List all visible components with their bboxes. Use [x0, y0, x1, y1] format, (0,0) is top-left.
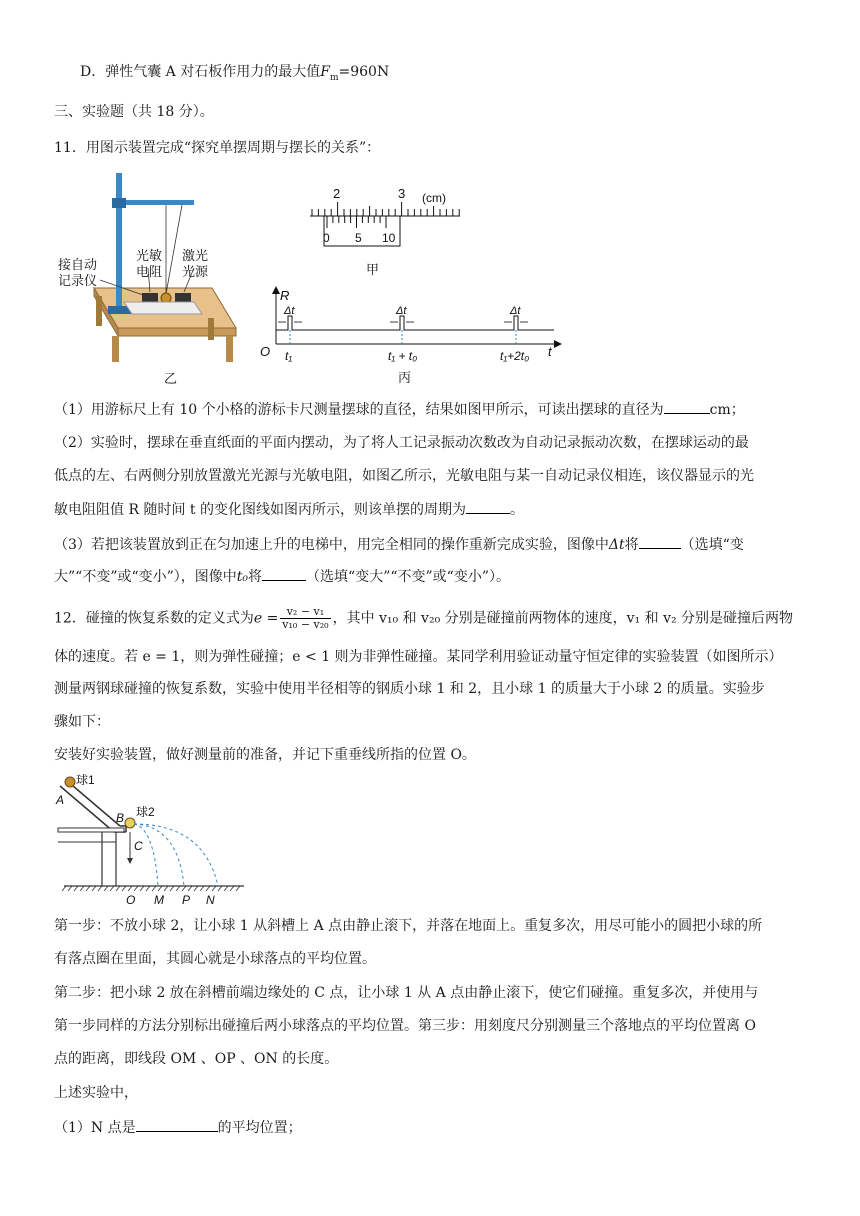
- label-o: O: [126, 893, 136, 907]
- q12-part1: （1）N 点是 的平均位置；: [54, 1117, 302, 1138]
- vernier-10: 10: [382, 231, 396, 245]
- axis-r-label: R: [280, 288, 290, 303]
- ground-hatch: [80, 886, 84, 891]
- answer-blank[interactable]: [136, 1117, 218, 1132]
- table-leg: [96, 296, 102, 326]
- ball-1: [65, 777, 75, 787]
- figure-label-bing: 丙: [398, 370, 412, 385]
- ground-hatch: [236, 886, 240, 891]
- figure-label-jia: 甲: [366, 262, 380, 277]
- tick-t1: t₁: [285, 349, 293, 363]
- rt-graph-figure: [258, 286, 568, 388]
- caliper-main-2: 2: [333, 186, 341, 201]
- dt-label-2: Δt: [396, 305, 407, 317]
- table-leg: [112, 336, 119, 362]
- ground-hatch: [68, 886, 72, 891]
- q11-part2-line1: （2）实验时，摆球在垂直纸面的平面内摆动，为了将人工记录振动次数改为自动记录振动次数，在摆球运动的最: [54, 435, 749, 451]
- stand-arm: [116, 200, 194, 205]
- ground-hatch: [224, 886, 228, 891]
- answer-blank[interactable]: [664, 399, 710, 414]
- caliper-figure: [300, 180, 470, 280]
- tick-t1-2t0: t₁+2t₀: [500, 349, 530, 363]
- vernier-ticks: [327, 216, 386, 228]
- ground-hatch: [110, 886, 114, 891]
- ground-hatch: [230, 886, 234, 891]
- answer-blank[interactable]: [466, 499, 510, 514]
- ground-hatch: [62, 886, 66, 891]
- ground-hatch: [206, 886, 210, 891]
- ground-hatch: [128, 886, 132, 891]
- q11-part3-line1: （3）若把该装置放到正在匀加速上升的电梯中，用完全相同的操作重新完成实验，图像中Δt将 （选填“变: [54, 534, 744, 555]
- label-ball1: 球1: [76, 773, 95, 787]
- restitution-fraction: $\frac{\text{v₂ − v₁}}{\text{v₁₀ − v₂₀}}$: [282, 605, 329, 631]
- resistance-curve: [276, 316, 554, 330]
- dt-label-3: Δt: [510, 305, 521, 317]
- q11-part3-line2: 大”“不变”或“变小”），图像中t₀将 （选填“变大”“不变”或“变小”）。: [54, 566, 510, 587]
- ball-2: [125, 818, 135, 828]
- label-photoresistor-2: 电阻: [136, 264, 163, 279]
- label-m: M: [154, 893, 164, 907]
- step1-line1: 第一步：不放小球 2，让小球 1 从斜槽上 A 点由静止滚下，并落在地面上。重复多次，用尽可能小的圆把小球的所: [54, 918, 763, 934]
- ground-hatch: [116, 886, 120, 891]
- label-recorder-1: 接自动: [58, 257, 98, 272]
- q12-line4: 骤如下：: [54, 714, 110, 730]
- label-laser-1: 激光: [182, 248, 209, 263]
- ground-hatch: [146, 886, 150, 891]
- dt-label-1: Δt: [284, 305, 295, 317]
- axis-t-label: t: [548, 344, 552, 359]
- table-leg: [226, 336, 233, 362]
- answer-blank[interactable]: [639, 534, 681, 549]
- q12-setup: 安装好实验装置，做好测量前的准备，并记下重垂线所指的位置 O。: [54, 747, 476, 763]
- ground-hatch: [86, 886, 90, 891]
- label-c: C: [134, 839, 143, 853]
- ground-hatch: [194, 886, 198, 891]
- q12-line3: 测量两钢球碰撞的恢复系数，实验中使用半径相等的钢质小球 1 和 2，且小球 1 的质量大于小球 2 的质量。实验步: [54, 681, 765, 697]
- ground-hatch: [212, 886, 216, 891]
- above-text: 上述实验中，: [54, 1085, 138, 1101]
- label-a: A: [56, 793, 65, 807]
- label-photoresistor-1: 光敏: [136, 248, 163, 263]
- step2-line1: 第二步：把小球 2 放在斜槽前端边缘处的 C 点，让小球 1 从 A 点由静止滚下，使它们碰撞。重复多次，并使用与: [54, 985, 759, 1001]
- table-leg: [208, 318, 214, 340]
- collision-figure: [54, 768, 254, 910]
- ground-hatch: [158, 886, 162, 891]
- tick-t1-t0: t₁ + t₀: [388, 349, 418, 363]
- vernier-5: 5: [355, 231, 362, 245]
- q11-part2-line3: 敏电阻阻值 R 随时间 t 的变化图线如图丙所示，则该单摆的周期为 。: [54, 499, 524, 520]
- q12-line2: 体的速度。若 e = 1，则为弹性碰撞；e < 1 则为非弹性碰撞。某同学利用验证动量守恒定律的实验装置（如图所示）: [54, 649, 783, 665]
- ground-hatch: [200, 886, 204, 891]
- label-laser-2: 光源: [182, 264, 209, 279]
- ground-hatch: [152, 886, 156, 891]
- ground-hatch: [188, 886, 192, 891]
- option-d: D．弹性气囊 A 对石板作用力的最大值$F_m=960N$: [80, 64, 390, 83]
- q11-part2-line2: 低点的左、右两侧分别放置激光光源与光敏电阻，如图乙所示，光敏电阻与某一自动记录仪相连，该仪器显示的光: [54, 468, 754, 484]
- label-recorder-2: 记录仪: [58, 273, 98, 288]
- section-heading: 三、实验题（共 18 分）。: [54, 104, 214, 120]
- figure-label-yi: 乙: [164, 371, 178, 386]
- label-b: B: [116, 811, 125, 825]
- stand-rod: [116, 173, 122, 313]
- vernier-0: 0: [323, 231, 330, 245]
- step2-line3: 点的距离，即线段 OM 、OP 、ON 的长度。: [54, 1051, 339, 1067]
- label-n: N: [206, 893, 215, 907]
- ground-hatch: [176, 886, 180, 891]
- q12-definition: 12．碰撞的恢复系数的定义式为e = $\frac{\text{v₂ − v₁}}{\text{v₁₀ − v₂₀}}$ ，其中 v₁₀ 和 v₂₀ 分别是碰撞前两物体的速度，v₁ 和 v₂ 分别是碰撞后两物: [54, 605, 794, 631]
- apparatus-figure: [54, 168, 244, 390]
- caliper-unit: (cm): [422, 191, 446, 205]
- ground-hatch: [182, 886, 186, 891]
- origin-label: O: [260, 344, 271, 359]
- step1-line2: 有落点圈在里面，其圆心就是小球落点的平均位置。: [54, 951, 376, 967]
- label-p: P: [182, 893, 191, 907]
- ground-hatch: [74, 886, 78, 891]
- ground-hatch: [122, 886, 126, 891]
- ground-hatch: [218, 886, 222, 891]
- ground-hatch: [164, 886, 168, 891]
- ground-hatch: [134, 886, 138, 891]
- label-ball2: 球2: [136, 805, 155, 819]
- ground-hatch: [98, 886, 102, 891]
- ground-hatch: [92, 886, 96, 891]
- ground-hatch: [104, 886, 108, 891]
- caliper-main-3: 3: [398, 186, 406, 201]
- ground-hatch: [140, 886, 144, 891]
- question-11-stem: 11．用图示装置完成“探究单摆周期与摆长的关系”：: [54, 140, 381, 156]
- trajectories: [134, 824, 218, 886]
- answer-blank[interactable]: [262, 566, 306, 581]
- step2-line2: 第一步同样的方法分别标出碰撞后两小球落点的平均位置。第三步：用刻度尺分别测量三个落地点的平均位置离 O: [54, 1018, 756, 1034]
- q11-part1: （1）用游标尺上有 10 个小格的游标卡尺测量摆球的直径，结果如图甲所示，可读出摆球的直径为 cm；: [54, 399, 745, 420]
- ground-hatch: [170, 886, 174, 891]
